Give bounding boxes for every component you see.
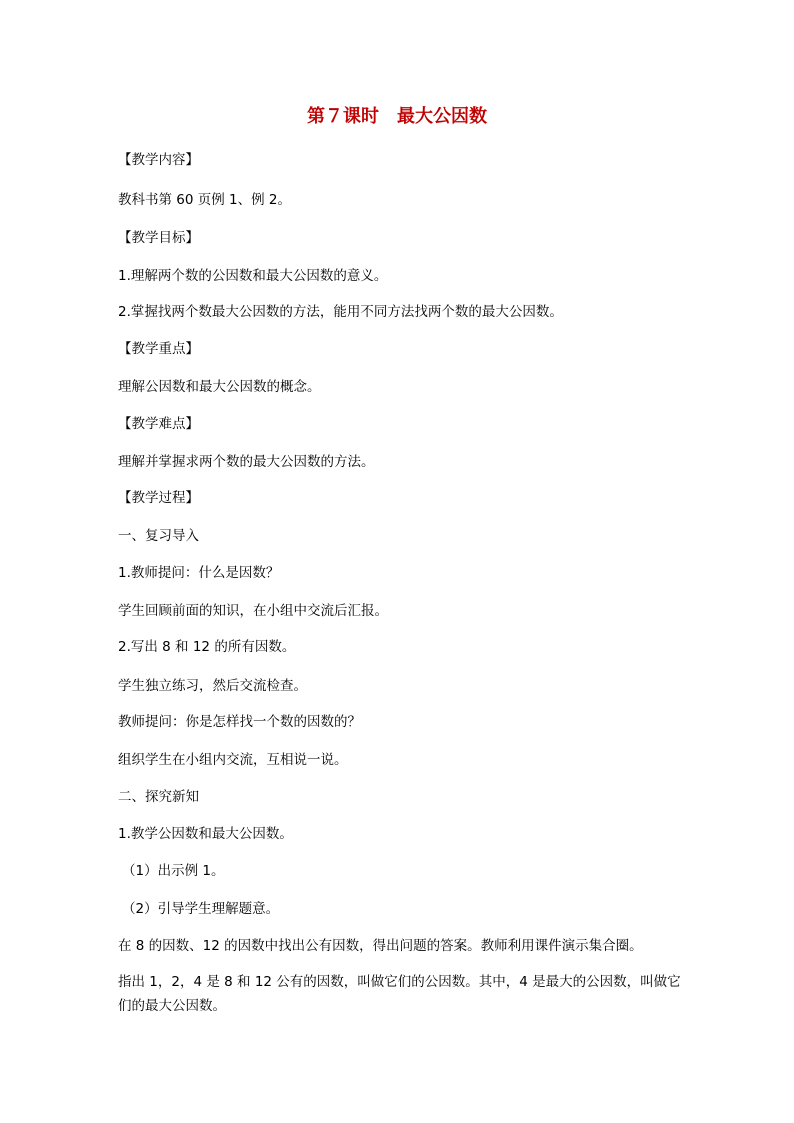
section-heading-process: 【教学过程】	[118, 490, 199, 506]
subsection-heading: 二、探究新知	[118, 789, 199, 805]
paragraph: （1）出示例 1。	[122, 863, 225, 879]
page-title: 第７课时 最大公因数	[307, 106, 487, 127]
subsection-heading: 一、复习导入	[118, 528, 199, 544]
paragraph: 学生回顾前面的知识，在小组中交流后汇报。	[118, 603, 388, 619]
section-heading-key-points: 【教学重点】	[118, 341, 199, 357]
paragraph: 1.教学公因数和最大公因数。	[118, 826, 293, 842]
paragraph: 2.掌握找两个数最大公因数的方法，能用不同方法找两个数的最大公因数。	[118, 304, 563, 320]
paragraph: 指出 1，2，4 是 8 和 12 公有的因数，叫做它们的公因数。其中，4 是最大的公因数，叫做它们的最大公因数。	[118, 974, 681, 1014]
paragraph: 在 8 的因数、12 的因数中找出公有因数，得出问题的答案。教师利用课件演示集合圈。	[118, 938, 643, 954]
paragraph: 理解公因数和最大公因数的概念。	[118, 379, 321, 395]
paragraph: （2）引导学生理解题意。	[122, 901, 280, 917]
paragraph: 组织学生在小组内交流，互相说一说。	[118, 752, 348, 768]
section-heading-objectives: 【教学目标】	[118, 230, 199, 246]
section-heading-difficulties: 【教学难点】	[118, 416, 199, 432]
paragraph: 教科书第 60 页例 1、例 2。	[118, 192, 292, 208]
paragraph: 1.理解两个数的公因数和最大公因数的意义。	[118, 268, 388, 284]
paragraph: 1.教师提问：什么是因数？	[118, 565, 280, 581]
paragraph: 2.写出 8 和 12 的所有因数。	[118, 639, 296, 655]
paragraph: 理解并掌握求两个数的最大公因数的方法。	[118, 454, 375, 470]
section-heading-content: 【教学内容】	[118, 152, 199, 168]
paragraph: 学生独立练习，然后交流检查。	[118, 678, 307, 694]
paragraph: 教师提问：你是怎样找一个数的因数的？	[118, 714, 361, 730]
